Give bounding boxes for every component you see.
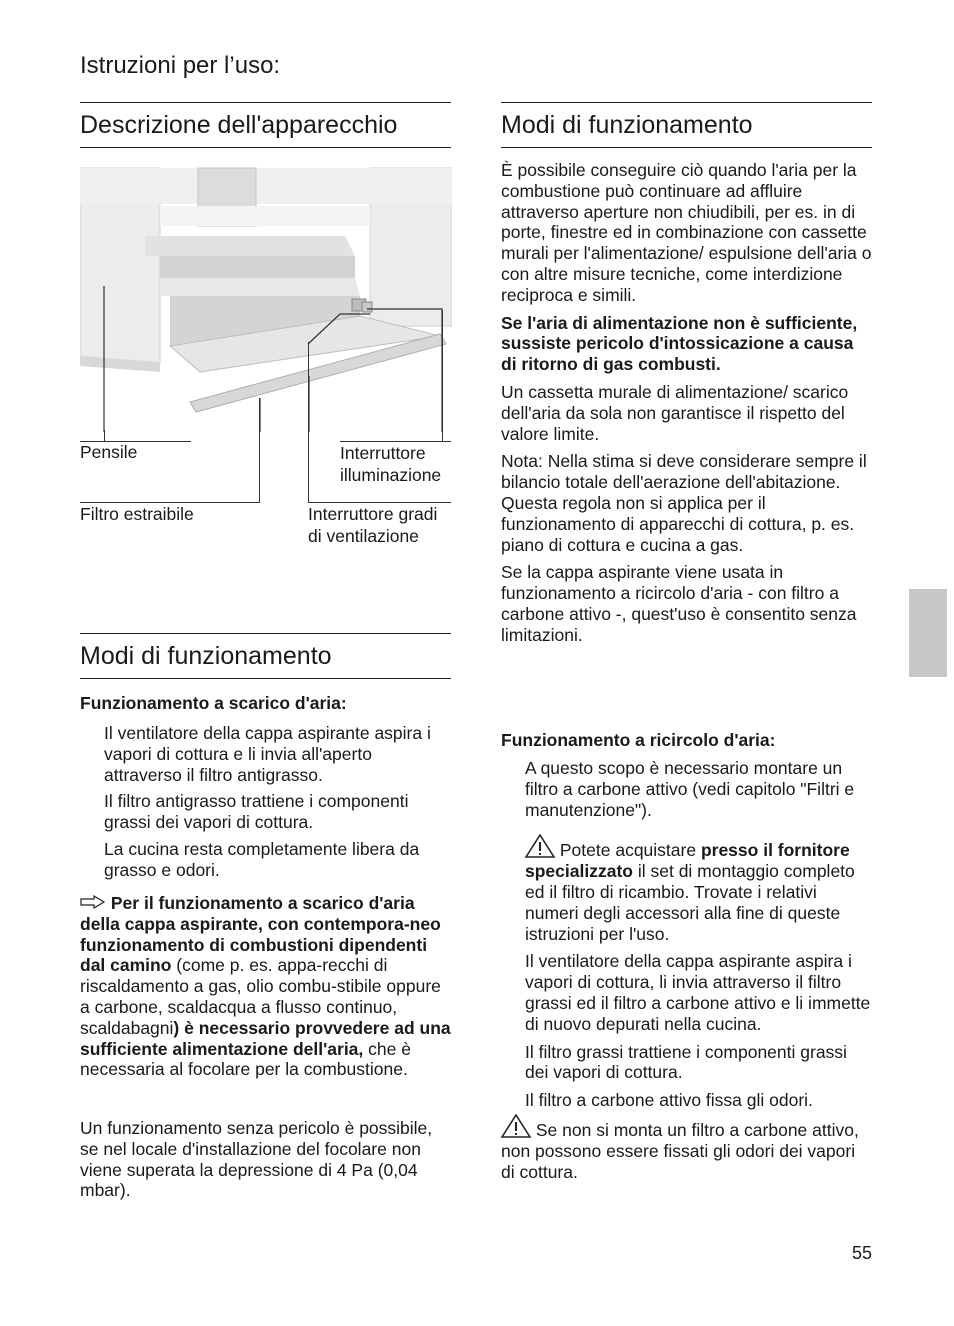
paragraph: Il ventilatore della cappa aspirante aspira i vapori di cottura, li invia attraverso il filtro grassi ed il filtro a carbone attivo e li immette di nuovo depurati nella cucina. (525, 951, 871, 1034)
cabinet-top (80, 168, 452, 204)
label-filtro-estraibile: Filtro estraibile (80, 504, 194, 524)
hood-step-1 (145, 236, 355, 256)
switch-light (362, 302, 372, 312)
note-bold-1: Per il funzionamento a scarico d'aria della cappa aspirante, con contempora-neo funzionamento di combustioni dipendenti dal camino (80, 893, 441, 976)
hood-illustration (80, 166, 452, 432)
paragraph: La cucina resta completamente libera da grasso e odori. (104, 838, 420, 880)
note-text-1: (come p. es. appa-recchi di riscaldamento a gas, olio combu-stibile oppure a carbone, scaldacqua a flusso continuo, scaldabagni (80, 955, 441, 1038)
scarico-description (104, 723, 452, 887)
paragraph: Un cassetta murale di alimentazione/ scarico dell'aria da sola non garantisce il rispetto del valore limite. (501, 381, 849, 444)
note-text-2: che è necessaria al focolare per la combustione. (80, 1038, 411, 1080)
note-bold-2: ) è necessario provvedere ad una sufficiente alimentazione dell'aria, (80, 1017, 451, 1059)
hood-step-1-front (160, 256, 355, 278)
warning-paragraph: Se l'aria di alimentazione non è sufficiente, sussiste pericolo d'intossicazione a causa di ritorno di gas combusti. (501, 312, 858, 375)
paragraph: Il ventilatore della cappa aspirante aspira i vapori di cottura e li invia all'aperto attraverso il filtro antigrasso. (104, 723, 431, 785)
hood-step-2 (160, 278, 360, 296)
warning-icon (501, 1114, 531, 1138)
hood-top (160, 206, 370, 226)
leader-line (259, 398, 260, 503)
label-interruttore-illuminazione: Interruttore illuminazione (340, 443, 442, 485)
section-title-description: Descrizione dell'apparecchio (80, 102, 451, 148)
page-number: 55 (851, 1243, 872, 1263)
chapter-tab-marker (909, 589, 947, 677)
paragraph: Il filtro antigrasso trattiene i componenti grassi dei vapori di cottura. (104, 791, 409, 833)
label-pensile: Pensile (80, 442, 138, 462)
warning-note (525, 834, 873, 944)
section-title-modes-right: Modi di funzionamento (501, 102, 872, 148)
section-title-modes-left: Modi di funzionamento (80, 633, 451, 679)
leader-ventilazione (309, 376, 452, 432)
warning-bold: presso il fornitore specializzato (525, 840, 850, 882)
warning-icon (525, 834, 555, 858)
leader-filtro (80, 398, 260, 432)
subheading-scarico: Funzionamento a scarico d'aria: (80, 693, 347, 713)
paragraph: Se la cappa aspirante viene usata in funzionamento a ricircolo d'aria - con filtro a carbone attivo -, quest'uso è consentito senza limitazioni. (501, 562, 857, 645)
paragraph: Il filtro a carbone attivo fissa gli odori. (525, 1090, 813, 1111)
warning-no-filter (501, 1114, 873, 1182)
label-interruttore-ventilazione: Interruttore gradi di ventilazione (308, 504, 438, 546)
ricircolo-description (525, 758, 873, 1111)
leader-line (308, 342, 309, 503)
page-heading: Istruzioni per l’uso: (80, 52, 281, 79)
paragraph: È possibile conseguire ciò quando l'aria per la combustione può continuare ad affluire attraverso aperture non chiudibili, per es. in di porte, finestre ed in combinazione con cassette murali per l'alimentazione/ espulsione dell'aria o con altre misure tecniche, come interdizione reciproca e simili. (501, 160, 872, 305)
leader-line (442, 310, 443, 442)
right-text-block (501, 160, 873, 646)
warning-text: Se non si monta un filtro a carbone attivo, non possono essere fissati gli odori dei vapori di cottura. (501, 1120, 859, 1182)
paragraph: Nota: Nella stima si deve considerare sempre il bilancio totale dell'aerazione dell'abitazione. Questa regola non si applica per il funzionamento di apparecchi di cottura, p. es. piano di cottura e cucina a gas. (501, 451, 867, 555)
note-block (80, 893, 452, 1080)
warning-text-1: Potete acquistare (559, 840, 697, 861)
paragraph-depressione: Un funzionamento senza pericolo è possibile, se nel locale d'installazione del focolare non viene superata la depressione di 4 Pa (0,04 mbar). (80, 1118, 433, 1201)
subheading-ricircolo: Funzionamento a ricircolo d'aria: (501, 730, 776, 750)
warning-text-2: il set di montaggio completo ed il filtro di ricambio. Trovate i relativi numeri degli accessori alla fine di queste istruzioni per l'uso. (525, 861, 855, 944)
paragraph: A questo scopo è necessario montare un filtro a carbone attivo (vedi capitolo "Filtri e manutenzione"). (525, 758, 855, 820)
paragraph: Il filtro grassi trattiene i componenti grassi dei vapori di cottura. (525, 1041, 847, 1083)
pointing-hand-icon (80, 895, 106, 909)
